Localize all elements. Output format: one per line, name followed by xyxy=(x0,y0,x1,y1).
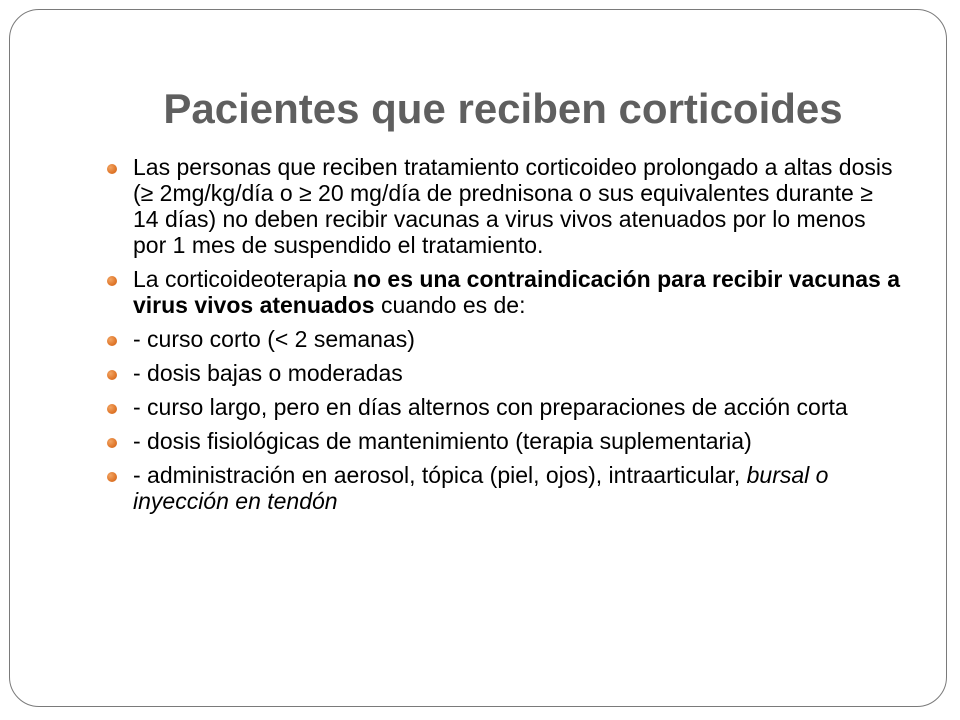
bullet-icon xyxy=(107,164,117,174)
bullet-icon xyxy=(107,438,117,448)
bullet-text-pre: - administración en aerosol, tópica (piel, ojos), intraarticular, xyxy=(133,462,747,488)
bullet-item-short-course xyxy=(100,326,900,352)
bullet-icon xyxy=(107,336,117,346)
bullet-item-low-dose xyxy=(100,360,900,386)
bullet-icon xyxy=(107,404,117,414)
slide-title: Pacientes que reciben corticoides xyxy=(163,85,843,132)
bullet-text: - curso largo, pero en días alternos con preparaciones de acción corta xyxy=(133,394,848,420)
bullet-icon xyxy=(107,472,117,482)
bullet-text: - curso corto (< 2 semanas) xyxy=(133,326,415,352)
bullet-item-physiologic-dose xyxy=(100,428,900,454)
bullet-item-not-contraindication xyxy=(100,266,900,318)
bullet-text-post: cuando es de: xyxy=(374,292,526,318)
bullet-item-high-dose xyxy=(100,154,900,258)
bullet-text-bold: no es una contraindicación para recibir vacunas a virus vivos atenuados xyxy=(133,266,901,318)
bullet-text: - dosis fisiológicas de mantenimiento (terapia suplementaria) xyxy=(133,428,752,454)
bullet-icon xyxy=(107,370,117,380)
bullet-text-pre: La corticoideoterapia xyxy=(133,266,353,292)
bullet-text-italic: bursal o inyección en tendón xyxy=(133,462,829,514)
bullet-text: - dosis bajas o moderadas xyxy=(133,360,403,386)
bullet-list xyxy=(100,154,900,522)
bullet-icon xyxy=(107,276,117,286)
bullet-text: Las personas que reciben tratamiento corticoideo prolongado a altas dosis (≥ 2mg/kg/día o ≥ 20 mg/día de prednisona o sus equivalentes durante ≥ 14 días) no deben recibir vacunas a virus vivos atenuados por lo menos por 1 mes de suspendido el tratamiento. xyxy=(133,154,893,258)
bullet-item-topical-administration xyxy=(100,462,900,514)
bullet-item-alternate-days xyxy=(100,394,900,420)
